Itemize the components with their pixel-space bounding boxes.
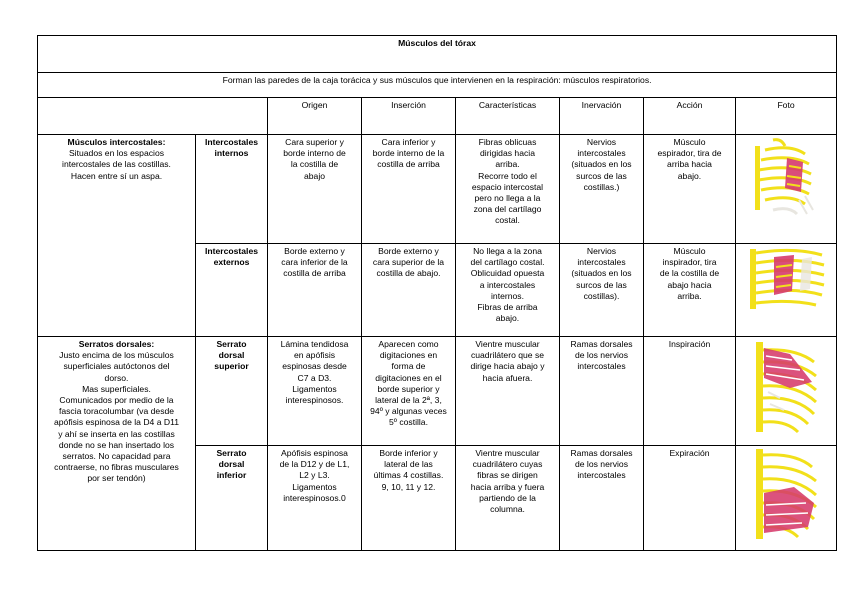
cell-insercion <box>362 244 456 337</box>
table-row <box>38 337 837 446</box>
text-line: internos. <box>491 290 524 301</box>
text-line: Ramas dorsales <box>570 448 633 458</box>
cell-accion <box>644 446 736 551</box>
text-line: intercostales <box>577 361 626 372</box>
text-line: intercostales <box>577 257 626 268</box>
text-line: C7 a D3. <box>297 372 332 383</box>
text-line: borde interno de <box>283 148 346 159</box>
cell-accion <box>644 337 736 446</box>
cell-insercion <box>362 446 456 551</box>
group-line: y ahí se inserta en las costillas <box>58 428 175 439</box>
text-line: digitaciones en el <box>375 372 442 383</box>
text-line: de los nervios <box>574 350 629 361</box>
text-line: borde superior y <box>377 383 440 394</box>
text-line: espinosas desde <box>282 361 347 372</box>
text-line: costillas). <box>583 290 620 301</box>
text-line: costilla de abajo. <box>376 268 441 279</box>
text-line: abajo <box>303 170 326 181</box>
header-origen: Origen <box>268 98 362 135</box>
text-line: Apófisis espinosa <box>281 448 348 458</box>
muscle-name-line: superior <box>214 361 249 372</box>
text-line: costilla de arriba <box>283 268 346 279</box>
text-line: costal. <box>495 215 520 226</box>
group-title: Músculos intercostales: <box>67 137 166 147</box>
muscle-name-line: Serrato <box>216 448 247 458</box>
text-line: la costilla de <box>290 159 339 170</box>
text-line: forma de <box>391 361 426 372</box>
text-line: espirador, tira de <box>657 148 722 159</box>
group-line: dorso. <box>104 372 129 383</box>
text-line: últimas 4 costillas. <box>373 470 444 481</box>
cell-inervacion <box>560 446 644 551</box>
text-line: L2 y L3. <box>299 470 330 481</box>
group-line: Justo encima de los músculos <box>59 350 174 361</box>
serratus-posterior-inferior-image <box>750 447 822 543</box>
text-line: Recorre todo el <box>478 170 537 181</box>
text-line: dirigidas hacia <box>480 148 535 159</box>
header-inervacion: Inervación <box>560 98 644 135</box>
text-line: Aparecen como <box>378 339 439 349</box>
text-line: interespinosos. <box>285 395 344 406</box>
table-title: Músculos del tórax <box>38 36 837 73</box>
cell-origen <box>268 244 362 337</box>
cell-foto <box>736 244 837 337</box>
text-line: Lámina tendidosa <box>280 339 349 349</box>
text-line: de la D12 y de L1, <box>279 459 350 470</box>
text-line: fibras se dirigen <box>477 470 538 481</box>
text-line: del cartílago costal. <box>470 257 545 268</box>
text-line: costillas.) <box>583 181 620 192</box>
text-line: lateral de la 2ª, 3, <box>375 395 442 406</box>
text-line: surcos de las <box>576 279 627 290</box>
header-accion: Acción <box>644 98 736 135</box>
text-line: abajo. <box>495 313 520 324</box>
text-line: pero no llega a la <box>474 193 541 204</box>
text-line: Cara superior y <box>285 137 344 147</box>
text-line: arriba. <box>677 290 702 301</box>
cell-inervacion <box>560 244 644 337</box>
cell-foto <box>736 446 837 551</box>
text-line: zona del cartílago <box>473 204 542 215</box>
muscle-name-line: Intercostales <box>204 137 259 147</box>
text-line: 94º y algunas veces <box>370 406 447 417</box>
text-line: Vientre muscular <box>475 448 540 458</box>
text-line: Borde externo y <box>378 246 439 256</box>
group-line: Hacen entre sí un aspa. <box>70 170 163 181</box>
group-serratos <box>38 337 196 551</box>
muscle-name-line: dorsal <box>218 459 245 470</box>
text-line: en apófisis <box>293 350 336 361</box>
group-intercostales <box>38 135 196 337</box>
text-line: columna. <box>490 504 525 515</box>
text-line: cuadrilátero cuyas <box>472 459 543 470</box>
text-line: Nervios <box>586 246 617 256</box>
text-line: Músculo <box>673 246 706 256</box>
cell-inervacion <box>560 337 644 446</box>
table-intro: Forman las paredes de la caja torácica y sus músculos que intervienen en la respiración: músculos respiratorios. <box>38 73 837 98</box>
text-line: borde interno de la <box>372 148 445 159</box>
text-line: inspirador, tira <box>662 257 717 268</box>
cell-caracteristicas <box>456 135 560 244</box>
text-line: Cara inferior y <box>381 137 436 147</box>
text-line: Ramas dorsales <box>570 339 633 349</box>
header-insercion: Inserción <box>362 98 456 135</box>
muscle-name-line: externos <box>213 257 250 268</box>
muscle-name-line: Serrato <box>216 339 247 349</box>
muscle-name-line: internos <box>214 148 249 159</box>
muscle-name-line: Intercostales <box>204 246 259 256</box>
text-line: Fibras oblicuas <box>478 137 537 147</box>
text-line: intercostales <box>577 470 626 481</box>
text-line: hacia afuera. <box>482 372 533 383</box>
text-line: de los nervios <box>574 459 629 470</box>
cell-inervacion <box>560 135 644 244</box>
group-title: Serratos dorsales: <box>78 339 155 349</box>
cell-origen <box>268 337 362 446</box>
muscle-name <box>196 244 268 337</box>
header-empty <box>38 98 268 135</box>
header-caracteristicas: Características <box>456 98 560 135</box>
text-line: intercostales <box>577 148 626 159</box>
text-line: (situados en los <box>571 159 632 170</box>
cell-foto <box>736 337 837 446</box>
muscles-table <box>37 35 837 551</box>
text-line: partiendo de la <box>479 492 536 503</box>
group-line: Situados en los espacios <box>68 148 165 159</box>
ribcage-internal-intercostal-image <box>751 136 821 218</box>
text-line: surcos de las <box>576 170 627 181</box>
text-line: hacia arriba y fuera <box>470 481 545 492</box>
text-line: Ligamentos <box>292 383 337 394</box>
text-line: cara inferior de la <box>281 257 348 268</box>
text-line: abajo. <box>677 170 702 181</box>
text-line: No llega a la zona <box>473 246 542 256</box>
cell-origen <box>268 446 362 551</box>
text-line: costilla de arriba <box>377 159 440 170</box>
text-line: a intercostales <box>479 279 536 290</box>
cell-caracteristicas <box>456 446 560 551</box>
cell-accion <box>644 244 736 337</box>
text-line: espacio intercostal <box>471 181 544 192</box>
text-line: Borde inferior y <box>379 448 438 458</box>
text-line: lateral de las <box>384 459 433 470</box>
muscle-name-line: dorsal <box>218 350 245 361</box>
group-line: fascia toracolumbar (va desde <box>58 406 175 417</box>
text-line: (situados en los <box>571 268 632 279</box>
cell-insercion <box>362 135 456 244</box>
cell-caracteristicas <box>456 337 560 446</box>
table-row <box>38 135 837 244</box>
muscle-name-line: inferior <box>216 470 247 481</box>
group-line: apófisis espinosa de la D4 a D11 <box>53 417 179 428</box>
text-line: cara superior de la <box>372 257 445 268</box>
text-line: de la costilla de <box>659 268 720 279</box>
text-line: Expiración <box>669 448 710 458</box>
text-line: Inspiración <box>668 339 711 349</box>
muscle-name <box>196 135 268 244</box>
text-line: Vientre muscular <box>475 339 540 349</box>
text-line: Fibras de arriba <box>477 302 538 313</box>
group-line: contraerse, no fibras musculares <box>54 462 179 473</box>
cell-accion <box>644 135 736 244</box>
group-line: donde no se han insertado los <box>58 439 175 450</box>
text-line: 9, 10, 11 y 12. <box>381 481 436 492</box>
group-line: serratos. No capacidad para <box>62 451 171 462</box>
group-line: Comunicados por medio de la <box>59 395 174 406</box>
cell-caracteristicas <box>456 244 560 337</box>
muscle-name <box>196 446 268 551</box>
cell-origen <box>268 135 362 244</box>
text-line: Nervios <box>586 137 617 147</box>
cell-insercion <box>362 337 456 446</box>
text-line: dirige hacia abajo y <box>470 361 545 372</box>
text-line: digitaciones en <box>379 350 438 361</box>
text-line: cuadrilátero que se <box>470 350 545 361</box>
ribcage-external-intercostal-image <box>744 245 828 313</box>
text-line: Oblicuidad opuesta <box>470 268 545 279</box>
text-line: Borde externo y <box>284 246 345 256</box>
text-line: Ligamentos <box>292 481 337 492</box>
muscle-name <box>196 337 268 446</box>
cell-foto <box>736 135 837 244</box>
group-line: por ser tendón) <box>87 473 146 484</box>
text-line: interespinosos.0 <box>283 492 346 503</box>
text-line: arriba. <box>495 159 520 170</box>
group-line: superficiales autóctonos del <box>63 361 170 372</box>
serratus-posterior-superior-image <box>750 338 822 436</box>
group-line: intercostales de las costillas. <box>62 159 171 170</box>
header-foto: Foto <box>736 98 837 135</box>
text-line: Músculo <box>673 137 706 147</box>
group-line: Mas superficiales. <box>82 383 151 394</box>
text-line: arriba hacia <box>667 159 712 170</box>
header-row <box>38 98 837 135</box>
text-line: 5º costilla. <box>389 417 428 428</box>
text-line: abajo hacia <box>667 279 712 290</box>
